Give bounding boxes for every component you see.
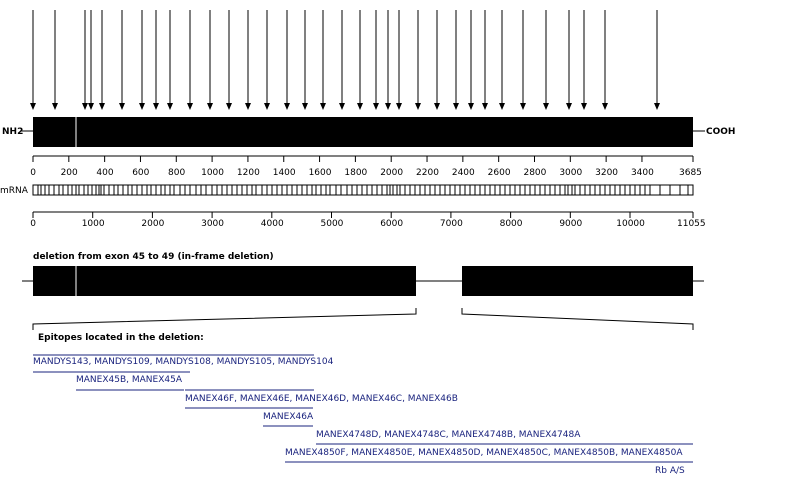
exon-arrow-head bbox=[99, 103, 105, 110]
exon-arrow-head bbox=[520, 103, 526, 110]
mrna-tick-label: 0 bbox=[30, 219, 36, 229]
protein-tick-label: 2200 bbox=[416, 168, 439, 178]
mrna-label: mRNA bbox=[0, 186, 28, 196]
deleted-protein-bar-left bbox=[33, 266, 416, 296]
epitope-group-label: MANEX46A bbox=[263, 412, 314, 422]
exon-arrow-head bbox=[167, 103, 173, 110]
exon-arrow-head bbox=[207, 103, 213, 110]
protein-tick-label: 200 bbox=[60, 168, 78, 178]
mrna-tick-label: 5000 bbox=[320, 219, 344, 229]
exon-arrow-head bbox=[264, 103, 270, 110]
exon-arrow-head bbox=[566, 103, 572, 110]
zoom-bracket-left bbox=[33, 308, 416, 330]
mrna-axis-ticks bbox=[33, 212, 693, 218]
exon-arrow-head bbox=[153, 103, 159, 110]
exon-arrow-head bbox=[654, 103, 660, 110]
protein-tick-label: 3000 bbox=[559, 168, 583, 178]
exon-arrow-head bbox=[434, 103, 440, 110]
epitope-group-label: MANEX46F, MANEX46E, MANEX46D, MANEX46C, MANEX46B bbox=[185, 394, 458, 404]
exon-arrow-head bbox=[602, 103, 608, 110]
protein-tick-label-max: 3685 bbox=[679, 168, 702, 178]
protein-axis-ticks bbox=[33, 156, 693, 162]
mrna-tick-label: 10000 bbox=[616, 219, 645, 229]
protein-tick-label: 800 bbox=[168, 168, 186, 178]
mrna-tick-label: 7000 bbox=[439, 219, 463, 229]
exon-arrow-head bbox=[373, 103, 379, 110]
exon-arrow-head bbox=[415, 103, 421, 110]
protein-tick-label: 1200 bbox=[236, 168, 260, 178]
protein-tick-label: 2400 bbox=[451, 168, 475, 178]
epitope-group-label: MANEX4748D, MANEX4748C, MANEX4748B, MANEX4748A bbox=[316, 430, 581, 440]
deleted-protein-bar-right bbox=[462, 266, 693, 296]
exon-arrow-head bbox=[245, 103, 251, 110]
epitope-group-label: MANEX4850F, MANEX4850E, MANEX4850D, MANEX4850C, MANEX4850B, MANEX4850A bbox=[285, 448, 683, 458]
exon-arrow-head bbox=[302, 103, 308, 110]
protein-tick-label: 1600 bbox=[308, 168, 332, 178]
mrna-tick-label: 3000 bbox=[201, 219, 224, 229]
exon-arrow-head bbox=[581, 103, 587, 110]
exon-arrow-head bbox=[82, 103, 88, 110]
mrna-tick-label: 9000 bbox=[559, 219, 583, 229]
exon-arrow-head bbox=[139, 103, 145, 110]
exon-arrow-head bbox=[119, 103, 125, 110]
exon-arrow-head bbox=[396, 103, 402, 110]
exon-arrow-head bbox=[357, 103, 363, 110]
protein-tick-label: 2000 bbox=[380, 168, 404, 178]
mrna-tick-label: 8000 bbox=[499, 219, 523, 229]
protein-bar bbox=[33, 117, 693, 147]
protein-tick-label: 2600 bbox=[487, 168, 511, 178]
exon-arrow-head bbox=[543, 103, 549, 110]
nh2-label: NH2 bbox=[2, 127, 24, 137]
exon-arrow-head bbox=[339, 103, 345, 110]
protein-tick-label: 3200 bbox=[595, 168, 619, 178]
exon-arrow-head bbox=[385, 103, 391, 110]
epitope-group-label: Rb A/S bbox=[655, 466, 685, 476]
protein-tick-label: 600 bbox=[132, 168, 150, 178]
exon-arrow-head bbox=[453, 103, 459, 110]
exon-arrow-head bbox=[320, 103, 326, 110]
exon-arrow-head bbox=[30, 103, 36, 110]
epitope-group-label: MANDYS143, MANDYS109, MANDYS108, MANDYS105, MANDYS104 bbox=[33, 357, 334, 367]
exon-arrow-head bbox=[284, 103, 290, 110]
mrna-tick-label: 2000 bbox=[141, 219, 165, 229]
protein-tick-label: 0 bbox=[30, 168, 36, 178]
exon-boundary-arrows bbox=[30, 10, 660, 110]
cooh-label: COOH bbox=[706, 127, 736, 137]
exon-arrow-head bbox=[482, 103, 488, 110]
zoom-bracket-right bbox=[462, 308, 693, 330]
mrna-tick-label-max: 11055 bbox=[677, 219, 706, 229]
protein-tick-label: 400 bbox=[96, 168, 114, 178]
exon-arrow-head bbox=[499, 103, 505, 110]
exon-arrow-head bbox=[88, 103, 94, 110]
exon-arrow-head bbox=[468, 103, 474, 110]
mrna-tick-label: 1000 bbox=[81, 219, 105, 229]
exon-arrow-head bbox=[226, 103, 232, 110]
protein-tick-label: 1800 bbox=[344, 168, 368, 178]
epitopes-title: Epitopes located in the deletion: bbox=[38, 333, 204, 343]
exon-arrow-head bbox=[52, 103, 58, 110]
protein-tick-label: 3400 bbox=[630, 168, 654, 178]
epitope-group-label: MANEX45B, MANEX45A bbox=[76, 375, 182, 385]
mrna-tick-label: 4000 bbox=[260, 219, 284, 229]
protein-tick-label: 1000 bbox=[201, 168, 224, 178]
epitope-range-lines bbox=[33, 355, 693, 462]
protein-tick-label: 2800 bbox=[523, 168, 547, 178]
mrna-tick-label: 6000 bbox=[380, 219, 404, 229]
exon-arrow-head bbox=[187, 103, 193, 110]
deletion-title: deletion from exon 45 to 49 (in-frame deletion) bbox=[33, 252, 274, 262]
protein-tick-label: 1400 bbox=[272, 168, 296, 178]
